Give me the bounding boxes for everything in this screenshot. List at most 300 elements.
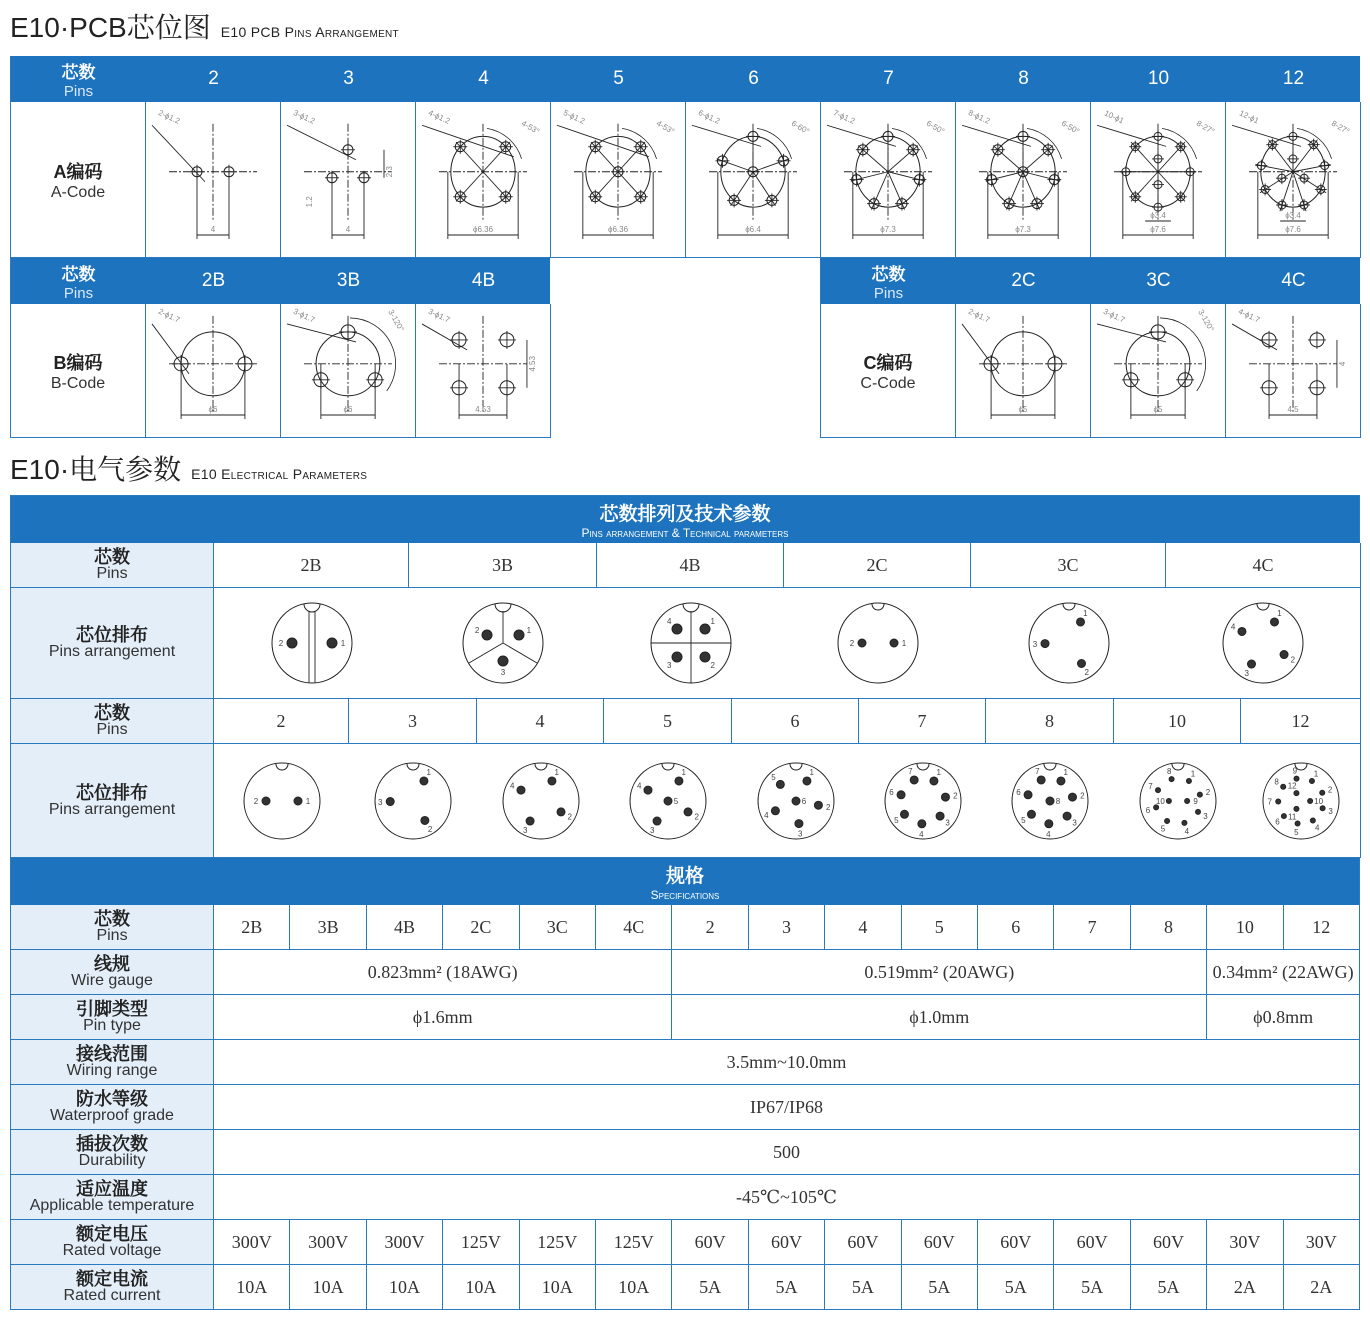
pin-contact: [814, 801, 822, 809]
row-label: [11, 543, 214, 588]
spec-value-cell: 2A: [1284, 1265, 1360, 1310]
row-label-cn: 芯数: [94, 547, 130, 567]
pcb-drawing: [551, 102, 685, 257]
pin-contact: [1197, 792, 1202, 797]
pin-contact: [516, 786, 524, 794]
connector-face: [1223, 603, 1303, 683]
connector-face: [1263, 763, 1339, 839]
spec-value-cell: 300V: [214, 1220, 290, 1265]
pin-contact: [1037, 775, 1045, 783]
spec-value-cell: 300V: [367, 1220, 443, 1265]
pin-face-drawing: [1259, 759, 1343, 843]
spec-value-cell: 60V: [902, 1220, 978, 1265]
c_code-row: [820, 304, 1360, 438]
pin-face-drawing: [371, 759, 455, 843]
code-label-en: A-Code: [50, 183, 106, 201]
pin-contact: [653, 817, 661, 825]
pin-contact: [1164, 818, 1169, 823]
pcb-drawing: [1091, 304, 1225, 437]
side-dimension-label: 4: [1337, 361, 1347, 367]
band-title-cn: 芯数排列及技术参数: [599, 504, 771, 525]
row-label: [11, 995, 214, 1040]
angle-arc: [622, 128, 657, 159]
pin-count-cell: 10: [1207, 905, 1283, 950]
pcb-drawing-cell: [416, 304, 551, 438]
spec-value-cell: 3.5mm~10.0mm: [214, 1040, 1360, 1085]
pin-contact: [262, 797, 270, 805]
callout-leader: [1097, 324, 1166, 342]
pin-contact: [1027, 810, 1035, 818]
row-label-cn: 芯位排布: [76, 625, 148, 645]
pin-number: 1: [426, 767, 431, 777]
spec-value-cell: 125V: [520, 1220, 596, 1265]
pin-count-cell: 4C: [596, 905, 672, 950]
b_code-label: [11, 304, 146, 438]
pin-number: 2: [474, 626, 480, 636]
section-title-pcb: [10, 6, 399, 46]
header-pins-label: [821, 258, 956, 304]
pin-face-drawing: [499, 759, 583, 843]
pin-number: 4: [636, 780, 642, 790]
row-label: [11, 950, 214, 995]
pin-contact: [929, 776, 937, 784]
row-label-cn: 芯位排布: [76, 782, 148, 803]
arrangement-row: [10, 744, 1360, 858]
pin-contact: [421, 816, 429, 824]
title-cn: E10·PCB芯位图: [10, 12, 211, 43]
pcb-drawing: [146, 102, 280, 257]
pin-number: 3: [1327, 806, 1333, 816]
callout-leader: [422, 125, 514, 156]
pins-label-cn: 芯数: [61, 63, 96, 82]
spec-value-cell: 60V: [1054, 1220, 1130, 1265]
spec-value-cell: 5A: [672, 1265, 748, 1310]
pin-contact: [1046, 797, 1054, 805]
pin-contact: [771, 806, 779, 814]
pin-contact: [1307, 798, 1312, 803]
spec-value-cell: 125V: [443, 1220, 519, 1265]
pin-count-cell: 3C: [520, 905, 596, 950]
arrangement-row: [10, 588, 1360, 699]
spec-row: [10, 1130, 1360, 1175]
pin-contact: [794, 819, 802, 827]
callout-leader: [287, 324, 356, 342]
pin-number: 6: [1016, 787, 1021, 797]
pin-number: 1: [901, 639, 906, 648]
pin-number: 1: [1190, 769, 1195, 779]
pin-contact: [1295, 821, 1300, 826]
pin-number: 8: [1055, 796, 1061, 806]
pin-number: 5: [1021, 815, 1026, 825]
row-label-cn: 接线范围: [76, 1044, 148, 1064]
pcb-drawing: [281, 304, 415, 437]
pin-contact: [858, 639, 866, 647]
pin-number: 1: [553, 767, 559, 777]
pin-count-cell: 8: [1131, 905, 1207, 950]
callout-leader: [287, 125, 356, 160]
spec-value-cell: 60V: [749, 1220, 825, 1265]
pin-contact: [936, 812, 944, 820]
row-label: [11, 1175, 214, 1220]
pin-face-cell: [732, 744, 859, 858]
pin-number: 2: [1083, 668, 1089, 678]
pin-face-drawing: [459, 599, 547, 687]
row-label-en: Pins: [96, 721, 128, 738]
callout-label: 10-ϕ1: [1102, 108, 1126, 126]
pin-number: 4: [918, 829, 924, 839]
dimension-label: ϕ6: [208, 405, 218, 414]
pin-number: 3: [1202, 811, 1208, 821]
pin-count-cell: 6: [978, 905, 1054, 950]
callout-label: 3-ϕ1.7: [426, 306, 452, 325]
pin-contact: [1280, 784, 1285, 789]
angle-label: 3-120°: [386, 308, 406, 334]
callout-leader: [692, 125, 761, 146]
dimension-label: ϕ6.4: [745, 225, 761, 234]
code-label-cn: C编码: [863, 352, 913, 373]
angle-label: 8-27°: [1329, 118, 1351, 137]
b_code-row: [10, 304, 550, 438]
pin-face-cell: [409, 588, 597, 699]
callout-label: 5-ϕ1.2: [561, 108, 587, 126]
pin-contact: [1024, 790, 1032, 798]
spec-value-cell: 5A: [825, 1265, 901, 1310]
row-label-en: Pin type: [83, 1017, 141, 1034]
header-row: [10, 56, 1360, 102]
pin-contact: [514, 630, 524, 640]
row-label-cn: 线规: [94, 954, 130, 974]
row-label-cn: 额定电流: [76, 1269, 148, 1289]
row-label: [11, 1265, 214, 1310]
pin-contact: [1184, 798, 1189, 803]
pin-contact: [1155, 787, 1160, 792]
pin-count-cell: 12: [1284, 905, 1360, 950]
spec-value-cell: 0.34mm² (22AWG): [1207, 950, 1360, 995]
pin-face-drawing: [268, 599, 356, 687]
angle-arc: [1027, 128, 1062, 159]
pcb-drawing-cell: [1091, 304, 1226, 438]
code-label-en: B-Code: [50, 374, 106, 392]
header-pins-label: [11, 258, 146, 304]
row-label-cn: 插拔次数: [76, 1134, 148, 1154]
pin-number: 12: [1287, 781, 1297, 791]
pcb-drawing-cell: [146, 304, 281, 438]
pin-count-cell: 2: [672, 905, 748, 950]
pin-contact: [1057, 776, 1065, 784]
pin-contact: [420, 776, 428, 784]
pin-number: 10: [1313, 796, 1323, 806]
spec-row: [10, 1220, 1360, 1265]
pin-contact: [327, 638, 337, 648]
pin-contact: [1068, 793, 1076, 801]
row-label-en: Applicable temperature: [29, 1197, 195, 1214]
angle-arc: [487, 128, 522, 159]
pins-row: [10, 543, 1360, 588]
spec-row: [10, 1040, 1360, 1085]
header-pin-count: 3C: [1146, 270, 1171, 291]
pin-number: 2: [278, 639, 283, 648]
band-title-en: Specifications: [650, 888, 720, 902]
pcb-drawing-cell: [281, 304, 416, 438]
key-notch: [683, 604, 699, 612]
pin-number: 1: [808, 767, 814, 777]
spec-row: [10, 1265, 1360, 1310]
callout-label: 4-ϕ1.7: [1236, 306, 1262, 325]
pin-contact: [498, 656, 508, 666]
pin-number: 4: [1314, 823, 1320, 833]
key-notch: [304, 604, 320, 612]
dimension-label: ϕ7.3: [880, 225, 896, 234]
arrangement-band: [10, 496, 1360, 543]
header-pin-count: 2: [208, 68, 219, 89]
row-label-en: Pins: [96, 565, 128, 582]
callout-label: 3-ϕ1.7: [1101, 306, 1127, 325]
key-notch: [276, 764, 288, 770]
pin-number: 7: [1147, 781, 1153, 791]
angle-arc: [757, 128, 792, 159]
pin-number: 5: [673, 796, 679, 806]
section-title-electrical: [10, 448, 367, 488]
header-pin-count: 6: [748, 68, 759, 89]
pin-count-cell: 4B: [367, 905, 443, 950]
pin-count-cell: 5: [604, 699, 732, 744]
pin-face-cell: [784, 588, 971, 699]
pin-contact: [386, 797, 394, 805]
inner-dimension-label: ϕ3.4: [1285, 211, 1301, 220]
spec-row: [10, 950, 1360, 995]
pin-number: 2: [1290, 655, 1296, 665]
pin-number: 10: [1155, 796, 1165, 806]
callout-label: 7-ϕ1.2: [831, 108, 857, 126]
callout-leader: [1232, 324, 1277, 350]
pins-label-en: Pins: [63, 83, 94, 100]
pin-contact: [644, 786, 652, 794]
header-pin-count: 3: [343, 68, 354, 89]
pin-number: 3: [944, 818, 950, 828]
pin-contact: [802, 776, 810, 784]
header-pin-count: 5: [613, 68, 624, 89]
row-label-en: Wiring range: [66, 1062, 158, 1079]
header-row: [10, 258, 550, 304]
header-pin-count: 2B: [201, 270, 226, 291]
pin-contact: [672, 652, 682, 662]
title-cn: E10·电气参数: [10, 454, 182, 485]
connector-face: [503, 763, 579, 839]
header-pin-count: 7: [883, 68, 894, 89]
band-title-cn: 规格: [665, 866, 704, 887]
pin-number: 1: [340, 639, 345, 648]
pin-count-cell: 10: [1114, 699, 1241, 744]
pin-number: 4: [666, 617, 671, 627]
pcb-drawing: [416, 102, 550, 257]
pin-number: 2: [694, 812, 700, 822]
pcb-drawing-cell: [956, 304, 1091, 438]
pin-number: 2: [567, 812, 572, 822]
pin-count-cell: 6: [732, 699, 859, 744]
dimension-label: ϕ5: [1018, 405, 1028, 414]
header-pin-count: 4: [478, 68, 489, 89]
spec-value-cell: 60V: [978, 1220, 1054, 1265]
pin-number: 11: [1287, 811, 1296, 821]
pin-contact: [1293, 806, 1298, 811]
header-pin-count: 4B: [471, 270, 496, 291]
spec-value-cell: 30V: [1207, 1220, 1283, 1265]
pin-contact: [557, 807, 565, 815]
pin-contact: [776, 780, 784, 788]
angle-label: 6-50°: [1059, 118, 1081, 137]
dimension-label: ϕ5: [1153, 405, 1163, 414]
pin-count-cell: 3B: [409, 543, 597, 588]
dimension-label: ϕ6.36: [607, 225, 629, 234]
pin-number: 2: [710, 660, 715, 670]
row-label-cn: 适应温度: [76, 1179, 148, 1199]
pins-label-cn: 芯数: [61, 265, 96, 284]
pin-number: 5: [770, 772, 776, 782]
pin-contact: [684, 807, 692, 815]
pin-contact: [1041, 640, 1049, 648]
side-dimension-label: 1.2: [305, 196, 314, 208]
pin-number: 6: [1145, 805, 1150, 815]
pin-number: 2: [1080, 790, 1085, 800]
pin-face-drawing: [626, 759, 710, 843]
pcb-drawing: [956, 304, 1090, 437]
pin-face-drawing: [1136, 759, 1220, 843]
pcb-drawing-cell: [686, 102, 821, 258]
pin-count-cell: 2C: [443, 905, 519, 950]
pins-row: [10, 699, 1360, 744]
pin-number: 6: [801, 796, 806, 806]
row-label: [11, 588, 214, 699]
pin-number: 7: [907, 766, 913, 776]
pin-face-drawing: [647, 599, 735, 687]
row-label: [11, 1220, 214, 1265]
pin-contact: [1195, 809, 1200, 814]
pin-contact: [1077, 659, 1085, 667]
pcb-drawing: [1226, 304, 1360, 437]
row-label: [11, 699, 214, 744]
key-notch: [1257, 604, 1269, 610]
callout-label: 6-ϕ1.2: [696, 108, 722, 126]
angle-arc: [1162, 128, 1197, 159]
spec-value-cell: 0.519mm² (20AWG): [672, 950, 1207, 995]
a-code-label: [11, 102, 146, 258]
pin-contact: [1320, 805, 1325, 810]
pin-number: 6: [888, 787, 894, 797]
pin-number: 4: [1230, 622, 1236, 632]
pin-count-cell: 2C: [784, 543, 971, 588]
pin-contact: [664, 797, 672, 805]
pin-count-cell: 4: [825, 905, 901, 950]
pin-contact: [1309, 778, 1314, 783]
pin-contact: [900, 810, 908, 818]
pin-count-cell: 3C: [971, 543, 1166, 588]
callout-label: 8-ϕ1.2: [966, 108, 992, 126]
spec-value-cell: 5A: [749, 1265, 825, 1310]
row-label: [11, 744, 214, 858]
callout-label: 3-ϕ1.2: [291, 108, 317, 126]
spec-value-cell: ϕ0.8mm: [1207, 995, 1360, 1040]
pcb-drawing-cell: [146, 102, 281, 258]
bc-wrapper: [10, 258, 1360, 438]
pin-face-drawing: [1008, 759, 1092, 843]
pin-face-cell: [349, 744, 477, 858]
row-label-en: Pins arrangement: [48, 643, 176, 660]
pin-count-cell: 5: [902, 905, 978, 950]
dimension-label: 4: [210, 225, 216, 234]
pin-contact: [700, 652, 710, 662]
pin-count-cell: 4B: [597, 543, 784, 588]
pin-contact: [1166, 798, 1171, 803]
header-pin-count: 8: [1018, 68, 1029, 89]
pin-number: 3: [522, 825, 528, 835]
pin-number: 1: [710, 617, 715, 627]
spec-value-cell: 0.823mm² (18AWG): [214, 950, 672, 995]
pin-contact: [1181, 820, 1186, 825]
pin-contact: [1275, 799, 1280, 804]
pin-count-cell: 7: [859, 699, 986, 744]
spec-value-cell: 60V: [1131, 1220, 1207, 1265]
header-row: [820, 258, 1360, 304]
spec-value-cell: 10A: [443, 1265, 519, 1310]
pin-face-drawing: [240, 759, 324, 843]
pin-number: 4: [509, 780, 514, 790]
dimension-label: 4.5: [1287, 405, 1299, 414]
pin-contact: [526, 817, 534, 825]
connector-face: [1140, 763, 1216, 839]
pin-face-cell: [604, 744, 732, 858]
pin-face-cell: [214, 744, 349, 858]
spec-value-cell: 5A: [1054, 1265, 1130, 1310]
spec-value-cell: IP67/IP68: [214, 1085, 1360, 1130]
callout-label: 4-ϕ1.2: [426, 108, 452, 126]
pcb-drawing-cell: [956, 102, 1091, 258]
spec-value-cell: 10A: [520, 1265, 596, 1310]
row-label-cn: 防水等级: [76, 1089, 148, 1109]
pin-number: 3: [500, 668, 506, 677]
pin-face-cell: [986, 744, 1114, 858]
angle-arc: [892, 128, 927, 159]
pin-contact: [1294, 776, 1299, 781]
callout-label: 3-ϕ1.7: [291, 306, 317, 325]
spec-row: [10, 995, 1360, 1040]
pin-number: 3: [1072, 818, 1077, 828]
side-dimension-label: 2.3: [385, 166, 394, 178]
pin-contact: [287, 638, 297, 648]
pcb-drawing-cell: [1226, 304, 1361, 438]
pin-contact: [917, 819, 925, 827]
pin-face-cell: [859, 744, 986, 858]
header-pin-count: 10: [1147, 68, 1170, 89]
header-pin-count: 3B: [336, 270, 361, 291]
pin-face-cell: [477, 744, 604, 858]
pin-contact: [1169, 776, 1174, 781]
row-label-cn: 芯数: [94, 703, 130, 723]
row-label-en: Rated voltage: [62, 1242, 162, 1259]
pin-contact: [1076, 618, 1084, 626]
pin-number: 1: [526, 626, 532, 636]
pin-number: 9: [1292, 765, 1297, 775]
key-notch: [495, 604, 511, 612]
pin-number: 8: [1166, 766, 1171, 776]
title-en: E10 Electrical Parameters: [191, 466, 368, 482]
spec-pins-row: [10, 905, 1360, 950]
pin-number: 2: [952, 790, 958, 800]
header-pin-count: 4C: [1281, 270, 1306, 291]
spec-value-cell: -45℃~105℃: [214, 1175, 1360, 1220]
row-label-en: Durability: [78, 1152, 146, 1169]
spec-value-cell: 10A: [214, 1265, 290, 1310]
pin-face-cell: [1114, 744, 1241, 858]
